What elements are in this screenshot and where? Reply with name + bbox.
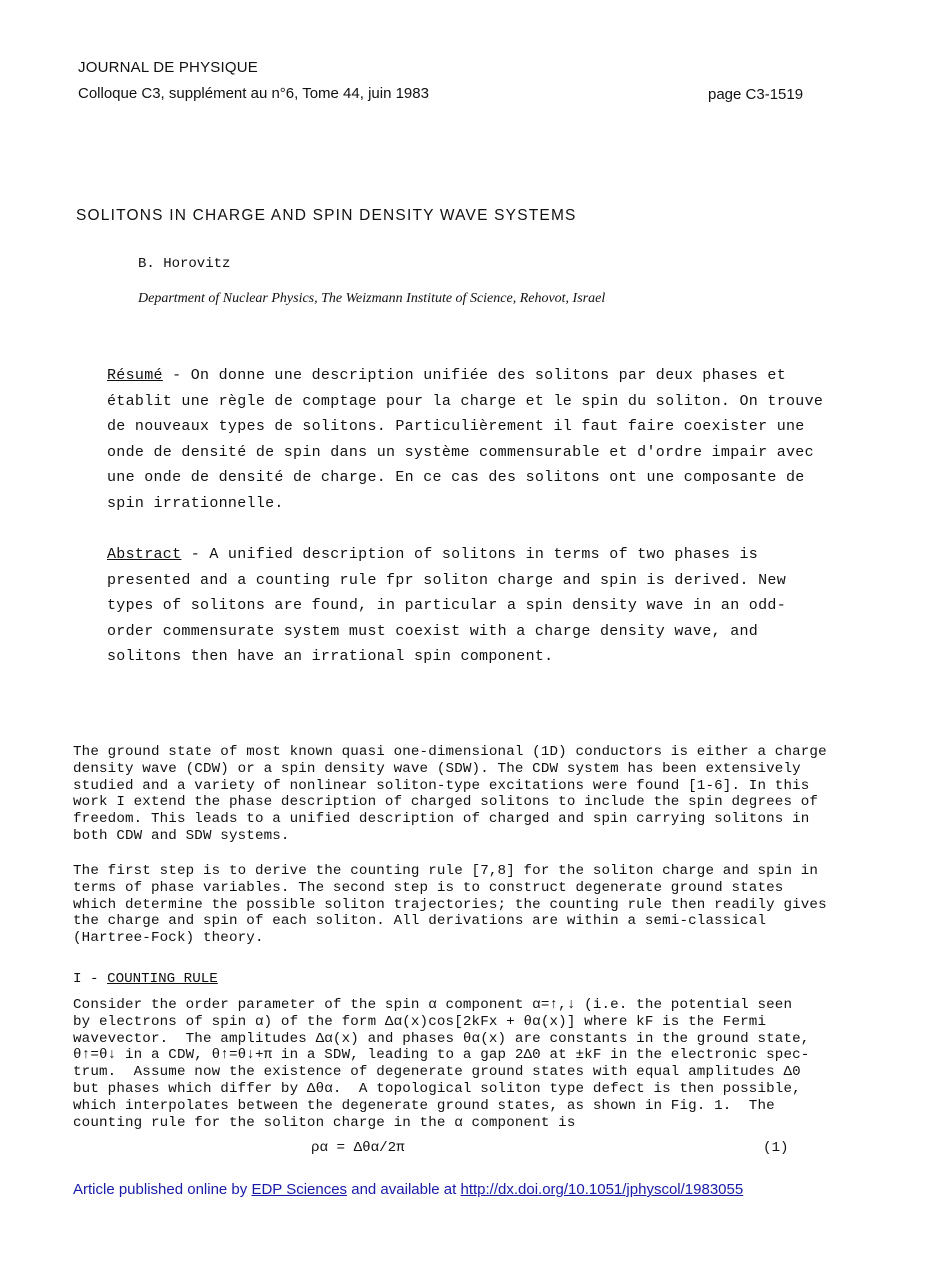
section-prefix: I - xyxy=(73,971,108,987)
doi-link[interactable]: http://dx.doi.org/10.1051/jphyscol/1983055 xyxy=(460,1181,744,1198)
resume-label: Résumé xyxy=(107,367,163,384)
section-title: COUNTING RULE xyxy=(107,971,218,987)
footer-middle: and available at xyxy=(347,1181,461,1198)
paragraph-line: but phases which differ by Δθα. A topological soliton type defect is then possible, xyxy=(73,1080,801,1097)
paragraph-line: Consider the order parameter of the spin α component α=↑,↓ (i.e. the potential seen xyxy=(73,997,793,1013)
publisher-link[interactable]: EDP Sciences xyxy=(251,1181,348,1198)
equation-1: ρα = Δθα/2π xyxy=(311,1140,405,1156)
intro-paragraph-2: The first step is to derive the counting rule [7,8] for the soliton charge and spin in terms of phase variables. The second step is to construct degenerate ground states which determine the possible soliton trajectories; the counting rule then readily gives the charge and spin of each soliton. All derivations are within a semi-classical (Hartree-Fock) theory. xyxy=(73,863,827,947)
journal-name: JOURNAL DE PHYSIQUE xyxy=(78,59,258,76)
section-heading xyxy=(73,971,218,987)
page-number: page C3-1519 xyxy=(708,86,804,103)
paragraph-line: by electrons of spin α) of the form Δα(x)cos[2kFx + θα(x)] where kF is the Fermi xyxy=(73,1013,767,1030)
paragraph-line: counting rule for the soliton charge in the α component is xyxy=(73,1114,576,1131)
resume-text: - On donne une description unifiée des solitons par deux phases et établit une règle de comptage pour la charge et le spin du soliton. On trouve de nouveaux types de solitons. Particulièrement il faut faire coexister une onde de densité de spin dans un système commensurable et d'ordre impair avec une onde de densité de charge. En ce cas des solitons ont une composante de spin irrationnelle. xyxy=(107,367,824,512)
equation-number: (1) xyxy=(763,1140,789,1156)
author-affiliation: Department of Nuclear Physics, The Weizmann Institute of Science, Rehovot, Israel xyxy=(138,291,606,306)
abstract-block xyxy=(107,542,827,670)
paragraph-line: θ↑=θ↓ in a CDW, θ↑=θ↓+π in a SDW, leading to a gap 2Δ0 at ±kF in the electronic spec- xyxy=(73,1047,810,1064)
abstract-text: - A unified description of solitons in terms of two phases is presented and a counting rule fpr soliton charge and spin is derived. New types of solitons are found, in particular a spin density wave in an odd-order commensurate system must coexist with a charge density wave, and solitons then have an irrational spin component. xyxy=(107,546,787,665)
intro-paragraph-1: The ground state of most known quasi one-dimensional (1D) conductors is either a charge density wave (CDW) or a spin density wave (SDW). The CDW system has been extensively studied and a variety of nonlinear soliton-type excitations were found [1-6]. In this work I extend the phase description of charged solitons to include the spin degrees of freedom. This leads to a unified description of charged and spin carrying solitons in both CDW and SDW systems. xyxy=(73,744,827,844)
paragraph-line: wavevector. The amplitudes Δα(x) and phases θα(x) are constants in the ground state, xyxy=(73,1030,810,1047)
issue-info: Colloque C3, supplément au n°6, Tome 44, juin 1983 xyxy=(78,85,429,102)
paper-title: SOLITONS IN CHARGE AND SPIN DENSITY WAVE SYSTEMS xyxy=(76,207,577,224)
resume-block xyxy=(107,363,827,516)
author-name: B. Horovitz xyxy=(138,256,231,272)
abstract-label: Abstract xyxy=(107,546,182,563)
counting-rule-paragraph xyxy=(73,997,833,1131)
paragraph-line: trum. Assume now the existence of degenerate ground states with equal amplitudes Δ0 xyxy=(73,1064,801,1081)
footer-prefix: Article published online by xyxy=(73,1181,252,1198)
paragraph-line: which interpolates between the degenerate ground states, as shown in Fig. 1. The xyxy=(73,1097,775,1114)
publication-footer xyxy=(73,1181,743,1198)
